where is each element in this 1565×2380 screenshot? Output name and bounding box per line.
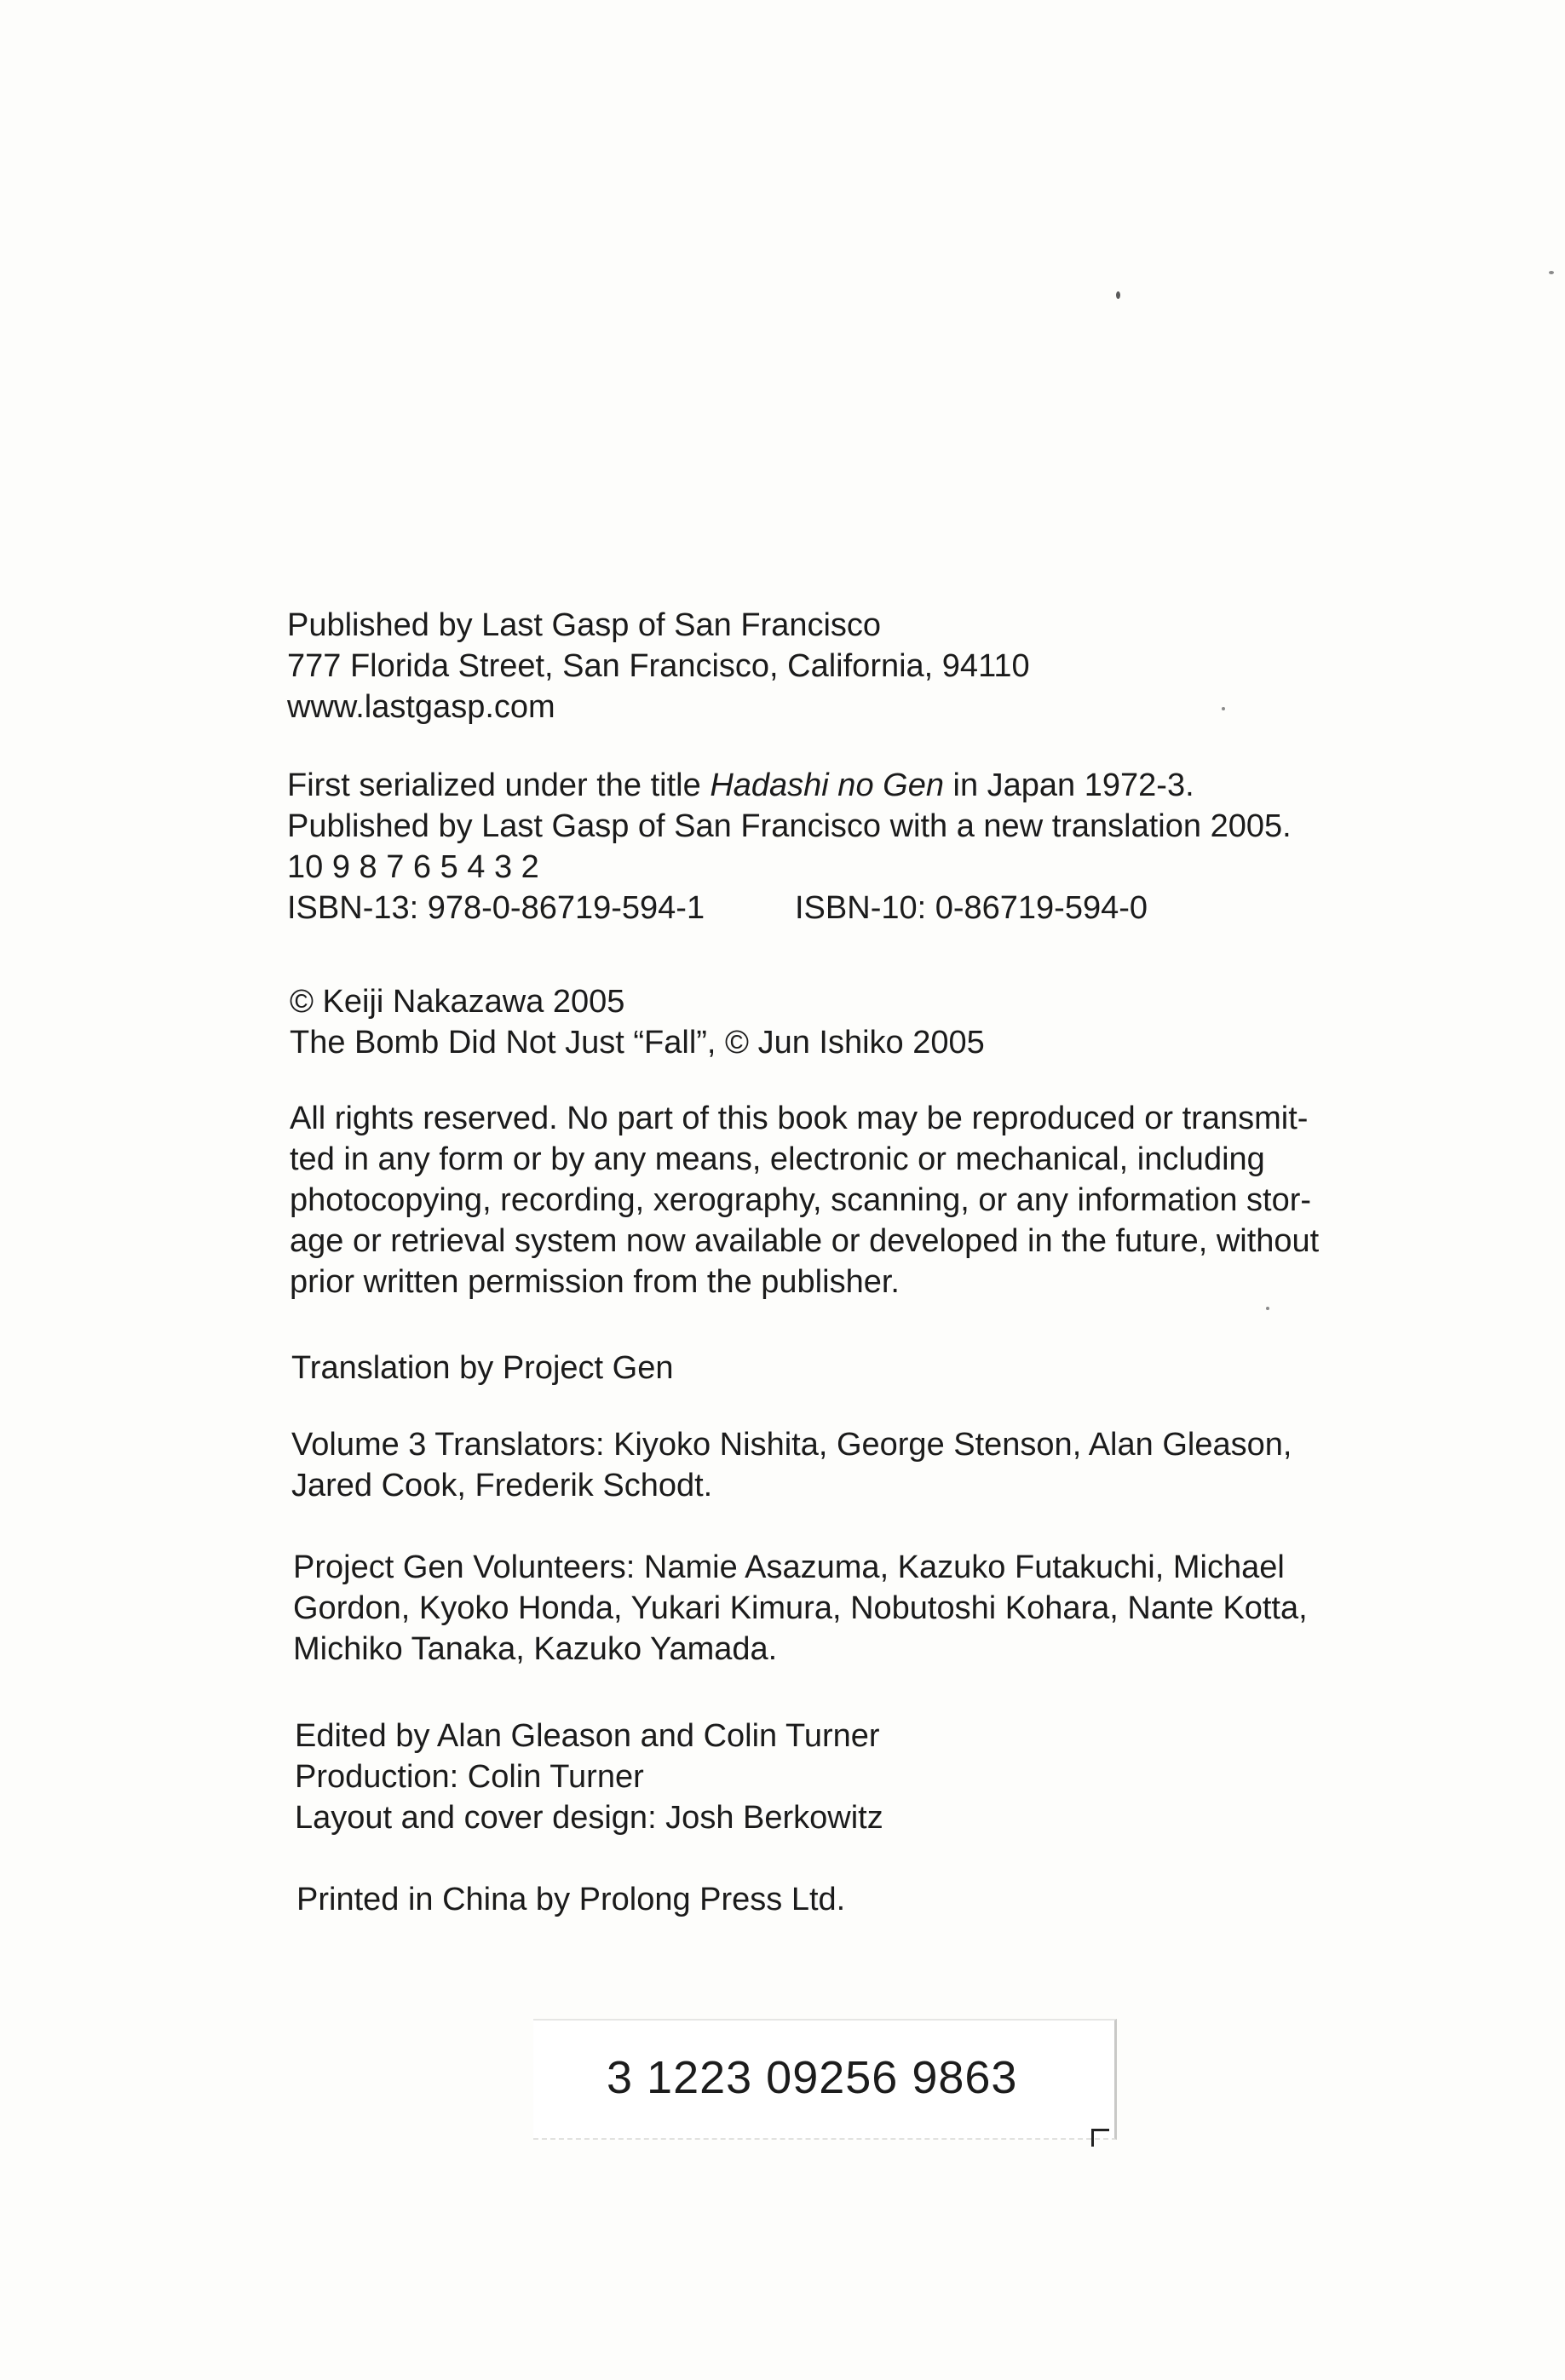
rights-line: prior written permission from the publisher.	[290, 1264, 900, 1300]
publisher-address: 777 Florida Street, San Francisco, California, 94110	[287, 648, 1030, 684]
edited-by: Edited by Alan Gleason and Colin Turner	[295, 1718, 880, 1754]
printer-line: Printed in China by Prolong Press Ltd.	[296, 1882, 846, 1917]
library-barcode-label	[533, 2019, 1117, 2140]
isbn-10: ISBN-10: 0-86719-594-0	[795, 890, 1148, 926]
publisher-website[interactable]: www.lastgasp.com	[287, 689, 555, 725]
rights-block	[290, 1098, 1397, 1302]
serialization-block	[287, 765, 1292, 928]
printer-block	[296, 1879, 845, 1920]
page-dot	[1549, 271, 1554, 274]
serialization-suffix: in Japan 1972-3.	[943, 767, 1194, 803]
production-credit: Production: Colin Turner	[295, 1759, 644, 1795]
page-dot	[1222, 707, 1225, 710]
serialization-prefix: First serialized under the title	[287, 767, 711, 803]
publisher-block	[287, 605, 1030, 727]
editing-credits-block	[295, 1716, 883, 1838]
bleed-through-text	[511, 477, 1159, 571]
rights-line: age or retrieval system now available or developed in the future, without	[290, 1223, 1320, 1259]
copyright-essay-line: The Bomb Did Not Just “Fall”, © Jun Ishiko 2005	[290, 1025, 985, 1061]
translation-publication-line: Published by Last Gasp of San Francisco with a new translation 2005.	[287, 808, 1292, 844]
volunteers-line: Michiko Tanaka, Kazuko Yamada.	[293, 1631, 778, 1667]
copyright-block	[290, 981, 985, 1063]
translators-line: Volume 3 Translators: Kiyoko Nishita, George Stenson, Alan Gleason,	[291, 1427, 1292, 1463]
page-speck	[1116, 291, 1120, 299]
printing-line: 10 9 8 7 6 5 4 3 2	[287, 849, 539, 885]
translators-block	[291, 1424, 1292, 1506]
rights-line: All rights reserved. No part of this book may be reproduced or transmit-	[290, 1101, 1309, 1136]
page-dot	[1266, 1307, 1269, 1310]
translation-credit-block	[291, 1348, 673, 1388]
barcode-number: 3 1223 09256 9863	[607, 2052, 1018, 2103]
layout-design-credit: Layout and cover design: Josh Berkowitz	[295, 1800, 883, 1836]
translation-credit: Translation by Project Gen	[291, 1350, 674, 1386]
translators-line: Jared Cook, Frederik Schodt.	[291, 1468, 713, 1503]
rights-line: photocopying, recording, xerography, scanning, or any information stor-	[290, 1182, 1312, 1218]
volunteers-line: Project Gen Volunteers: Namie Asazuma, Kazuko Futakuchi, Michael	[293, 1549, 1285, 1585]
serialization-line	[287, 765, 1292, 806]
original-title: Hadashi no Gen	[710, 767, 944, 803]
volunteers-line: Gordon, Kyoko Honda, Yukari Kimura, Nobutoshi Kohara, Nante Kotta,	[293, 1590, 1308, 1626]
volunteers-block	[293, 1547, 1308, 1670]
copyright-line: © Keiji Nakazawa 2005	[290, 984, 625, 1020]
publisher-line: Published by Last Gasp of San Francisco	[287, 607, 882, 643]
rights-line: ted in any form or by any means, electronic or mechanical, including	[290, 1141, 1265, 1177]
isbn-line	[287, 888, 1292, 928]
corner-mark-icon	[1091, 2129, 1109, 2147]
isbn-13: ISBN-13: 978-0-86719-594-1	[287, 890, 705, 926]
